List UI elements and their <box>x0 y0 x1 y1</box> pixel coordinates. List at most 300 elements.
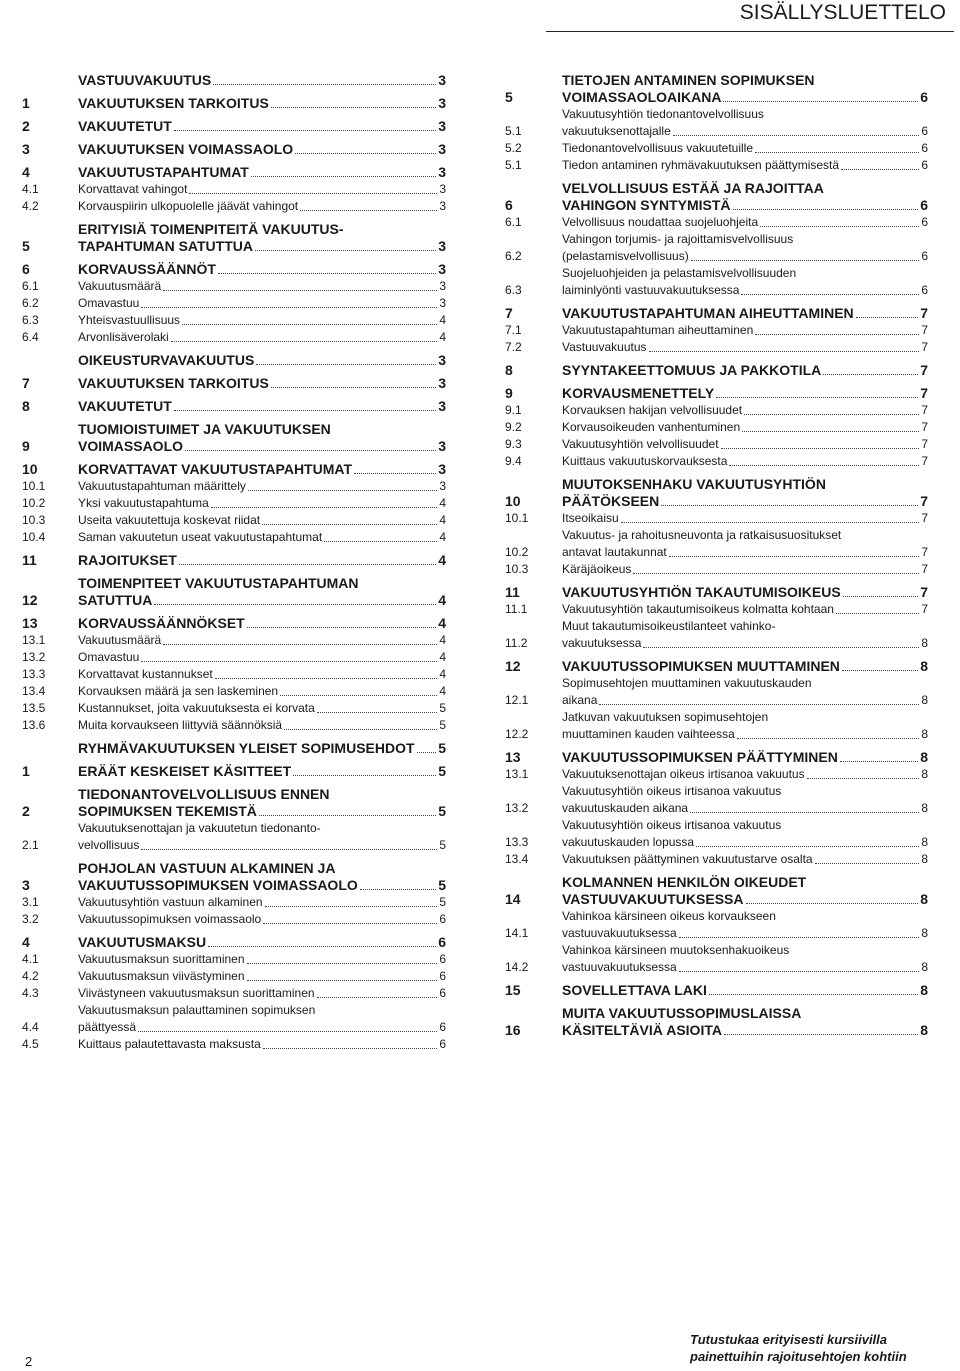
toc-entry-title: VAKUUTUKSEN TARKOITUS <box>78 95 269 111</box>
dot-leader <box>633 573 919 574</box>
toc-entry-page: 7 <box>920 385 928 401</box>
dot-leader <box>643 647 919 648</box>
dot-leader <box>248 490 437 491</box>
toc-entry <box>505 982 928 999</box>
toc-entry-title: Omavastuu <box>78 296 140 310</box>
toc-entry-title: Muita korvaukseen liittyviä säännöksiä <box>78 718 283 732</box>
dot-leader <box>856 317 919 318</box>
toc-entry-title: Vakuutusyhtiön vastuun alkaminen <box>78 895 263 909</box>
toc-entry-number: 16 <box>505 1022 521 1038</box>
dot-leader <box>716 397 918 398</box>
toc-entry-number: 5.2 <box>505 141 522 155</box>
toc-entry <box>505 265 928 299</box>
toc-entry <box>505 305 928 322</box>
toc-entry-page: 6 <box>439 986 446 1000</box>
toc-entry-title: KORVAUSSÄÄNNÖKSET <box>78 615 245 631</box>
toc-entry-page: 3 <box>438 238 446 254</box>
toc-entry <box>22 894 446 911</box>
toc-entry-title: Korvauspiirin ulkopuolelle jäävät vahingot <box>78 199 299 213</box>
toc-entry-page: 6 <box>921 283 928 297</box>
toc-entry-title: TIETOJEN ANTAMINEN SOPIMUKSEN <box>562 72 815 88</box>
toc-entry-page: 8 <box>920 891 928 907</box>
toc-entry-page: 4 <box>439 684 446 698</box>
dot-leader <box>171 341 438 342</box>
toc-entry <box>22 1002 446 1036</box>
toc-entry-number: 13.4 <box>505 852 529 866</box>
toc-entry-number: 5.1 <box>505 158 522 172</box>
dot-leader <box>836 613 919 614</box>
dot-leader <box>247 627 436 628</box>
toc-entry <box>505 561 928 578</box>
dot-leader <box>324 541 437 542</box>
toc-entry-title: Suojeluohjeiden ja pelastamisvelvollisuuden <box>562 266 797 280</box>
toc-entry-number: 2.1 <box>22 838 39 852</box>
toc-entry <box>22 312 446 329</box>
toc-entry-title: Kuittaus palautettavasta maksusta <box>78 1037 261 1051</box>
toc-entry-page: 3 <box>439 199 446 213</box>
toc-entry-number: 11.1 <box>505 602 528 616</box>
toc-entry <box>505 157 928 174</box>
dot-leader <box>271 107 436 108</box>
dot-leader <box>300 210 437 211</box>
toc-entry-title: vastuuvakuutuksessa <box>562 926 677 940</box>
toc-entry-number: 14 <box>505 891 521 907</box>
toc-entry-page: 8 <box>921 636 928 650</box>
toc-entry-title: vakuutuskauden lopussa <box>562 835 695 849</box>
toc-entry-title: Korvausoikeuden vanhentuminen <box>562 420 741 434</box>
toc-column-right <box>505 66 928 1039</box>
toc-entry-title: KORVAUSSÄÄNNÖT <box>78 261 216 277</box>
dot-leader <box>760 226 919 227</box>
toc-entry-number: 3.1 <box>22 895 39 909</box>
toc-entry <box>22 985 446 1002</box>
dot-leader <box>293 775 436 776</box>
toc-entry-number: 13.3 <box>22 667 46 681</box>
toc-entry-title: VAKUUTUSMAKSU <box>78 934 207 950</box>
toc-entry-number: 3 <box>22 877 30 893</box>
dot-leader <box>599 704 919 705</box>
toc-entry-title: POHJOLAN VASTUUN ALKAMINEN JA <box>78 860 336 876</box>
toc-entry-number: 3.2 <box>22 912 39 926</box>
toc-entry-number: 13.4 <box>22 684 46 698</box>
toc-entry-page: 7 <box>920 305 928 321</box>
toc-entry-number: 2 <box>22 118 30 134</box>
toc-entry-title: Vakuutusyhtiön oikeus irtisanoa vakuutus <box>562 818 782 832</box>
toc-entry-number: 13 <box>505 749 521 765</box>
toc-entry-title: KOLMANNEN HENKILÖN OIKEUDET <box>562 874 807 890</box>
toc-entry-number: 13.1 <box>22 633 46 647</box>
toc-entry-page: 4 <box>439 313 446 327</box>
toc-entry-number: 4.3 <box>22 986 39 1000</box>
toc-entry-page: 6 <box>921 141 928 155</box>
footer-note <box>690 1331 950 1365</box>
toc-entry-page: 7 <box>921 602 928 616</box>
toc-entry-title: päättyessä <box>78 1020 137 1034</box>
toc-entry-page: 6 <box>438 934 446 950</box>
toc-entry-page: 8 <box>921 727 928 741</box>
toc-entry <box>505 783 928 817</box>
toc-entry-title: Vakuutusmaksun viivästyminen <box>78 969 245 983</box>
toc-entry-title: Vakuutusyhtiön takautumisoikeus kolmatta kohtaan <box>562 602 834 616</box>
toc-entry-number: 10.1 <box>22 479 46 493</box>
toc-entry-page: 3 <box>438 398 446 414</box>
toc-entry-page: 6 <box>920 197 928 213</box>
toc-entry-page: 8 <box>921 926 928 940</box>
toc-entry <box>22 512 446 529</box>
toc-entry-title: Viivästyneen vakuutusmaksun suorittaminen <box>78 986 315 1000</box>
toc-entry-page: 5 <box>438 763 446 779</box>
toc-entry-page: 7 <box>921 545 928 559</box>
toc-entry-title: Vastuuvakuutus <box>562 340 647 354</box>
toc-entry-page: 3 <box>438 352 446 368</box>
toc-entry-number: 1 <box>22 95 30 111</box>
toc-entry-page: 6 <box>921 124 928 138</box>
toc-entry-number: 5 <box>22 238 30 254</box>
dot-leader <box>259 815 436 816</box>
toc-entry-page: 6 <box>439 912 446 926</box>
toc-entry-number: 9.2 <box>505 420 522 434</box>
dot-leader <box>179 564 436 565</box>
toc-entry <box>505 942 928 976</box>
toc-entry-number: 10.3 <box>22 513 46 527</box>
toc-entry-number: 7.2 <box>505 340 522 354</box>
toc-entry-number: 3 <box>22 141 30 157</box>
toc-entry-title: VAKUUTUSTAPAHTUMAT <box>78 164 249 180</box>
toc-entry <box>505 180 928 214</box>
toc-entry-page: 4 <box>439 330 446 344</box>
toc-entry-title: Vakuutusmäärä <box>78 279 162 293</box>
toc-entry-page: 4 <box>439 496 446 510</box>
toc-entry-page: 5 <box>438 877 446 893</box>
dot-leader <box>280 695 437 696</box>
toc-entry-number: 7.1 <box>505 323 522 337</box>
toc-entry <box>505 601 928 618</box>
toc-entry-title: OIKEUSTURVAVAKUUTUS <box>78 352 255 368</box>
toc-entry-title: TAPAHTUMAN SATUTTUA <box>78 238 253 254</box>
dot-leader <box>649 351 920 352</box>
toc-entry-page: 7 <box>921 511 928 525</box>
toc-entry-title: MUITA VAKUUTUSSOPIMUSLAISSA <box>562 1005 802 1021</box>
dot-leader <box>208 946 436 947</box>
dot-leader <box>696 846 919 847</box>
toc-entry-title: Arvonlisäverolaki <box>78 330 169 344</box>
dot-leader <box>189 193 437 194</box>
toc-entry-title: TIEDONANTOVELVOLLISUUS ENNEN <box>78 786 330 802</box>
toc-entry-number: 6.1 <box>505 215 522 229</box>
toc-entry-number: 5.1 <box>505 124 522 138</box>
toc-entry <box>505 817 928 851</box>
toc-entry-title: Itseoikaisu <box>562 511 619 525</box>
toc-entry-page: 5 <box>438 740 446 756</box>
dot-leader <box>724 1034 918 1035</box>
toc-entry-title: Velvollisuus noudattaa suojeluohjeita <box>562 215 759 229</box>
toc-entry <box>22 164 446 181</box>
dot-leader <box>673 135 920 136</box>
toc-entry-title: Kustannukset, joita vakuutuksesta ei korvata <box>78 701 315 715</box>
toc-entry-title: Tiedonantovelvollisuus vakuutetuille <box>562 141 754 155</box>
toc-entry-title: Vakuutusmaksun palauttaminen sopimuksen <box>78 1003 316 1017</box>
toc-entry-page: 8 <box>920 749 928 765</box>
page-number: 2 <box>25 1354 33 1369</box>
dot-leader <box>174 130 436 131</box>
toc-entry <box>22 261 446 278</box>
toc-entry-number: 10.2 <box>505 545 529 559</box>
toc-entry-title: Käräjäoikeus <box>562 562 632 576</box>
dot-leader <box>815 863 920 864</box>
dot-leader <box>218 273 436 274</box>
toc-entry-number: 7 <box>22 375 30 391</box>
toc-entry-page: 3 <box>439 279 446 293</box>
toc-entry <box>505 231 928 265</box>
toc-entry <box>505 436 928 453</box>
toc-entry <box>505 214 928 231</box>
toc-entry-number: 1 <box>22 763 30 779</box>
toc-entry <box>22 1036 446 1053</box>
toc-entry-title: Muut takautumisoikeustilanteet vahinko- <box>562 619 776 633</box>
dot-leader <box>679 937 920 938</box>
toc-entry-page: 5 <box>439 895 446 909</box>
toc-entry-title: SOPIMUKSEN TEKEMISTÄ <box>78 803 257 819</box>
toc-entry-title: Yksi vakuutustapahtuma <box>78 496 209 510</box>
toc-entry-title: Jatkuvan vakuutuksen sopimusehtojen <box>562 710 769 724</box>
dot-leader <box>263 923 437 924</box>
toc-entry-number: 6 <box>22 261 30 277</box>
toc-entry-page: 6 <box>921 158 928 172</box>
toc-entry <box>22 552 446 569</box>
dot-leader <box>737 738 920 739</box>
toc-entry <box>505 72 928 106</box>
toc-entry <box>22 398 446 415</box>
toc-entry <box>22 495 446 512</box>
toc-entry-page: 3 <box>438 118 446 134</box>
toc-entry-number: 4.2 <box>22 969 39 983</box>
toc-entry <box>22 72 446 89</box>
toc-entry-title: vastuuvakuutuksessa <box>562 960 677 974</box>
toc-entry <box>22 717 446 734</box>
toc-entry-page: 8 <box>921 960 928 974</box>
dot-leader <box>742 431 919 432</box>
toc-entry-page: 8 <box>921 767 928 781</box>
toc-entry <box>22 968 446 985</box>
toc-entry-number: 10.4 <box>22 530 46 544</box>
toc-entry <box>22 478 446 495</box>
toc-entry-title: Korvauksen määrä ja sen laskeminen <box>78 684 279 698</box>
toc-entry <box>505 749 928 766</box>
dot-leader <box>360 889 436 890</box>
toc-entry <box>22 221 446 255</box>
toc-entry <box>22 951 446 968</box>
dot-leader <box>182 324 437 325</box>
toc-entry <box>22 575 446 609</box>
toc-entry-page: 8 <box>921 852 928 866</box>
toc-entry-title: Saman vakuutetun useat vakuutustapahtumat <box>78 530 323 544</box>
toc-entry-page: 7 <box>921 420 928 434</box>
toc-entry-number: 4 <box>22 934 30 950</box>
toc-entry-title: Tiedon antaminen ryhmävakuutuksen päättymisestä <box>562 158 840 172</box>
toc-entry-page: 4 <box>438 592 446 608</box>
dot-leader <box>755 152 919 153</box>
toc-entry-number: 13.3 <box>505 835 529 849</box>
dot-leader <box>843 596 919 597</box>
toc-entry <box>505 908 928 942</box>
dot-leader <box>141 307 437 308</box>
dot-leader <box>163 644 437 645</box>
toc-entry-title: Korvauksen hakijan velvollisuudet <box>562 403 743 417</box>
toc-entry <box>505 851 928 868</box>
toc-entry <box>22 529 446 546</box>
toc-entry-title: laiminlyönti vastuuvakuutuksessa <box>562 283 740 297</box>
toc-entry-page: 3 <box>438 141 446 157</box>
footer-note-line: Tutustukaa erityisesti kursiivilla <box>690 1332 888 1347</box>
dot-leader <box>733 209 919 210</box>
toc-entry-title: Useita vakuutettuja koskevat riidat <box>78 513 261 527</box>
toc-entry <box>22 352 446 369</box>
dot-leader <box>185 450 436 451</box>
toc-entry <box>22 95 446 112</box>
toc-entry <box>22 615 446 632</box>
toc-entry-page: 4 <box>439 650 446 664</box>
toc-entry-title: velvollisuus <box>78 838 140 852</box>
toc-entry <box>505 476 928 510</box>
dot-leader <box>295 153 436 154</box>
toc-entry <box>505 527 928 561</box>
toc-entry-title: Vakuutuksen päättyminen vakuutustarve osalta <box>562 852 813 866</box>
toc-entry-page: 7 <box>921 340 928 354</box>
dot-leader <box>138 1031 437 1032</box>
toc-entry <box>505 385 928 402</box>
toc-entry-title: (pelastamisvelvollisuus) <box>562 249 689 263</box>
toc-entry <box>505 874 928 908</box>
toc-entry-number: 6 <box>505 197 513 213</box>
toc-entry-page: 7 <box>921 454 928 468</box>
dot-leader <box>284 729 437 730</box>
toc-entry-title: Vahinkoa kärsineen muutoksenhakuoikeus <box>562 943 790 957</box>
toc-entry-title: aikana <box>562 693 598 707</box>
dot-leader <box>690 812 919 813</box>
toc-entry-number: 8 <box>22 398 30 414</box>
toc-entry-title: VOIMASSAOLOAIKANA <box>562 89 722 105</box>
toc-entry-title: Vakuutustapahtuman määrittely <box>78 479 246 493</box>
page-title: SISÄLLYSLUETTELO <box>546 0 954 32</box>
dot-leader <box>255 250 436 251</box>
toc-entry-number: 10 <box>22 461 38 477</box>
toc-entry-page: 4 <box>438 615 446 631</box>
toc-entry-title: SATUTTUA <box>78 592 153 608</box>
toc-entry <box>505 419 928 436</box>
toc-entry-page: 3 <box>438 261 446 277</box>
dot-leader <box>256 364 436 365</box>
toc-entry-number: 11 <box>505 584 520 600</box>
toc-entry-title: Vahingon torjumis- ja rajoittamisvelvollisuus <box>562 232 794 246</box>
dot-leader <box>271 387 436 388</box>
toc-entry-title: RAJOITUKSET <box>78 552 177 568</box>
toc-entry-title: VASTUUVAKUUTUS <box>78 72 212 88</box>
toc-entry-title: TUOMIOISTUIMET JA VAKUUTUKSEN <box>78 421 331 437</box>
toc-entry-number: 12 <box>505 658 521 674</box>
toc-entry-title: VAKUUTUSSOPIMUKSEN MUUTTAMINEN <box>562 658 840 674</box>
toc-entry <box>22 375 446 392</box>
toc-entry <box>22 860 446 894</box>
toc-entry-number: 13.1 <box>505 767 529 781</box>
toc-entry <box>22 786 446 820</box>
toc-entry-title: vakuutuksessa <box>562 636 642 650</box>
toc-entry-number: 6.4 <box>22 330 39 344</box>
toc-entry-title: ERITYISIÄ TOIMENPITEITÄ VAKUUTUS- <box>78 221 344 237</box>
dot-leader <box>661 505 918 506</box>
toc-entry-number: 9 <box>22 438 30 454</box>
toc-entry-title: VAKUUTUKSEN TARKOITUS <box>78 375 269 391</box>
toc-entry-title: RYHMÄVAKUUTUKSEN YLEISET SOPIMUSEHDOT <box>78 740 415 756</box>
toc-entry-title: ERÄÄT KESKEISET KÄSITTEET <box>78 763 292 779</box>
toc-entry <box>22 649 446 666</box>
toc-entry-page: 6 <box>439 1037 446 1051</box>
toc-entry-title: vakuutuskauden aikana <box>562 801 689 815</box>
dot-leader <box>263 1048 438 1049</box>
toc-entry-page: 6 <box>920 89 928 105</box>
toc-entry-title: KÄSITELTÄVIÄ ASIOITA <box>562 1022 722 1038</box>
toc-entry-title: VAKUUTETUT <box>78 398 172 414</box>
dot-leader <box>262 524 437 525</box>
toc-entry-title: VOIMASSAOLO <box>78 438 184 454</box>
dot-leader <box>251 176 436 177</box>
toc-entry-page: 3 <box>438 95 446 111</box>
toc-entry-number: 13.2 <box>505 801 529 815</box>
toc-entry <box>22 421 446 455</box>
dot-leader <box>709 994 918 995</box>
dot-leader <box>823 374 918 375</box>
toc-entry-title: SOVELLETTAVA LAKI <box>562 982 707 998</box>
toc-entry-number: 9.3 <box>505 437 522 451</box>
toc-entry-title: KORVAUSMENETTELY <box>562 385 715 401</box>
toc-entry-title: Kuittaus vakuutuskorvauksesta <box>562 454 728 468</box>
toc-entry-number: 13 <box>22 615 38 631</box>
toc-entry-title: VASTUUVAKUUTUKSESSA <box>562 891 744 907</box>
toc-entry-title: antavat lautakunnat <box>562 545 667 559</box>
dot-leader <box>729 465 919 466</box>
toc-entry-title: Vakuutusyhtiön velvollisuudet <box>562 437 719 451</box>
toc-entry <box>22 700 446 717</box>
toc-entry-page: 5 <box>439 701 446 715</box>
toc-entry-page: 6 <box>921 249 928 263</box>
toc-entry-title: Omavastuu <box>78 650 140 664</box>
toc-entry <box>505 453 928 470</box>
toc-entry-title: Vakuutusyhtiön tiedonantovelvollisuus <box>562 107 764 121</box>
dot-leader <box>141 661 437 662</box>
toc-entry-page: 8 <box>921 693 928 707</box>
toc-entry-number: 4.5 <box>22 1037 39 1051</box>
toc-entry-page: 3 <box>438 164 446 180</box>
dot-leader <box>691 260 920 261</box>
toc-entry-title: VELVOLLISUUS ESTÄÄ JA RAJOITTAA <box>562 180 824 196</box>
toc-entry <box>22 666 446 683</box>
toc-entry-page: 7 <box>921 403 928 417</box>
toc-entry-title: Vakuutussopimuksen voimassaolo <box>78 912 262 926</box>
toc-entry-title: KORVATTAVAT VAKUUTUSTAPAHTUMAT <box>78 461 353 477</box>
toc-entry-number: 13.2 <box>22 650 46 664</box>
toc-entry-number: 13.6 <box>22 718 46 732</box>
toc-entry-title: VAKUUTUSSOPIMUKSEN PÄÄTTYMINEN <box>562 749 838 765</box>
toc-entry-page: 7 <box>921 323 928 337</box>
toc-entry-number: 12.2 <box>505 727 529 741</box>
toc-entry-number: 4.1 <box>22 182 39 196</box>
toc-entry-title: Korvattavat kustannukset <box>78 667 213 681</box>
toc-entry-page: 5 <box>439 718 446 732</box>
dot-leader <box>669 556 920 557</box>
toc-entry-title: Vakuutuksenottajan ja vakuutetun tiedonanto- <box>78 821 321 835</box>
dot-leader <box>317 997 438 998</box>
toc-entry-title: Vakuutuksenottajan oikeus irtisanoa vakuutus <box>562 767 805 781</box>
toc-entry-title: VAKUUTUSTAPAHTUMAN AIHEUTTAMINEN <box>562 305 854 321</box>
